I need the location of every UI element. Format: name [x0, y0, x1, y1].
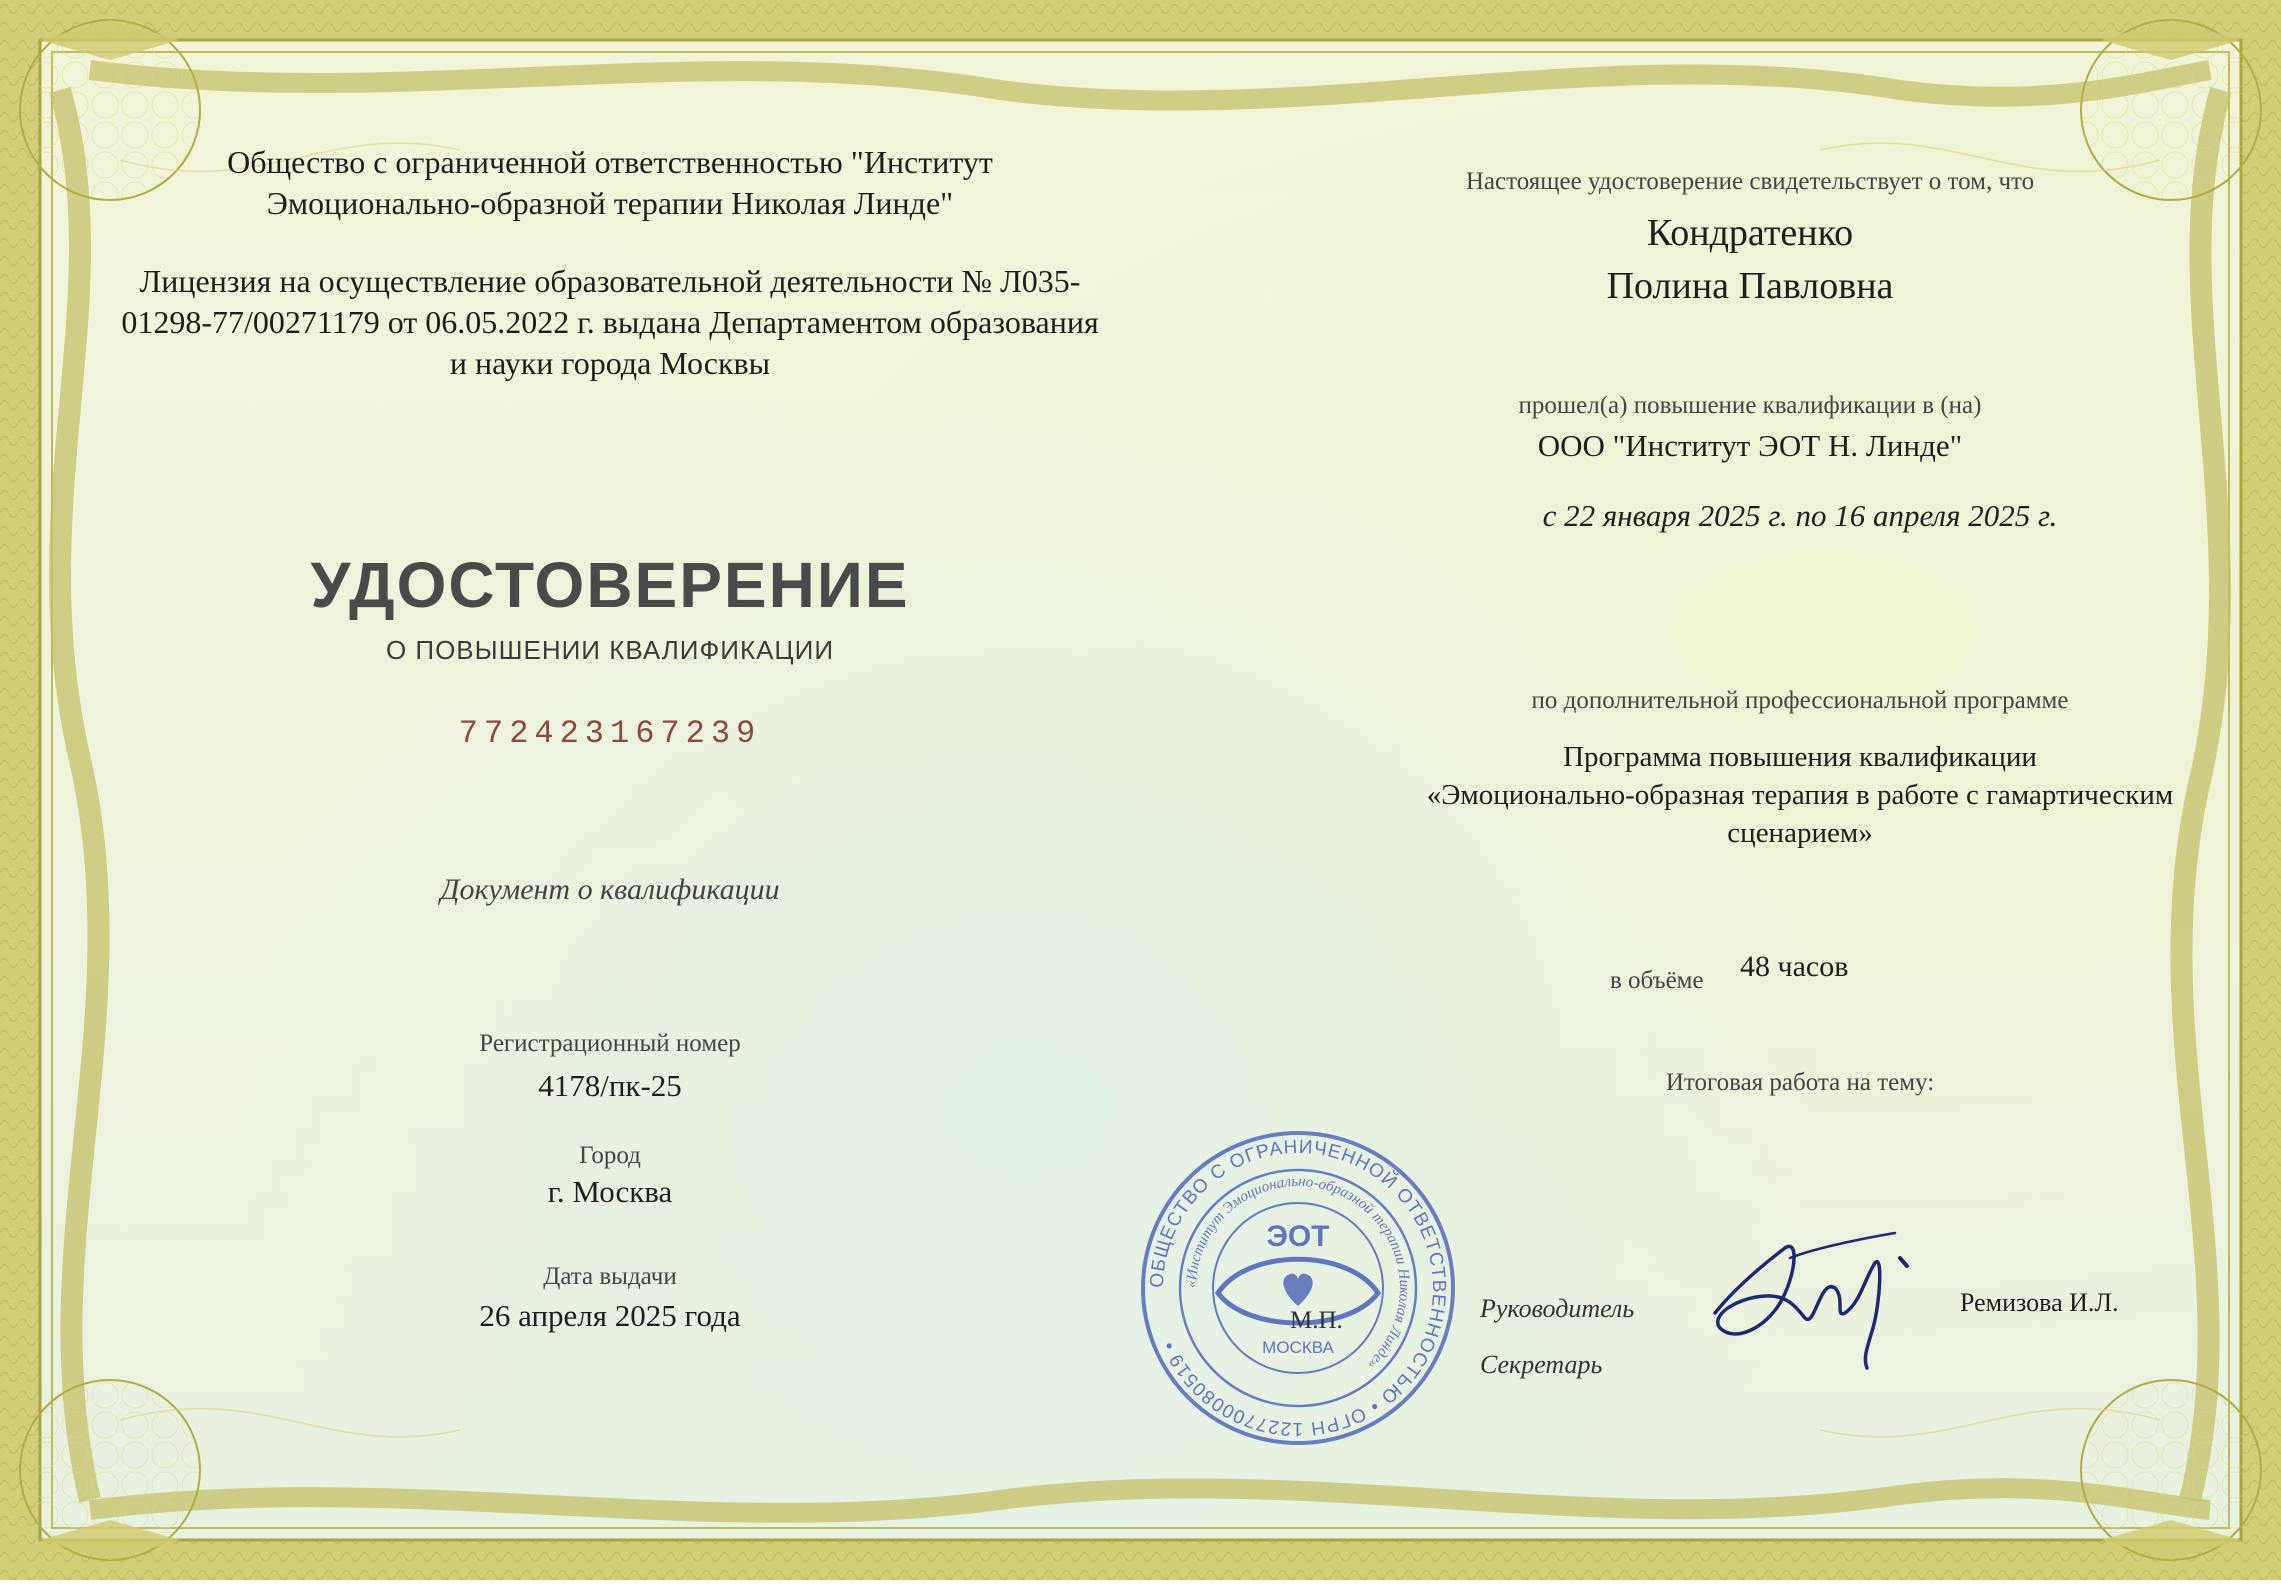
- scan-bottom-margin: [0, 1580, 2281, 1589]
- program-label: по дополнительной профессиональной программе: [1531, 687, 2069, 714]
- program-line: «Эмоционально-образная терапия в работе с гамартическим: [1426, 779, 2174, 811]
- program-line: Программа повышения квалификации: [1563, 741, 2037, 773]
- license-info: Лицензия на осуществление образовательной деятельности № Л035-01298-77/00271179 от 06.05.2022 г. выдана Департаментом образования и науки города Москвы: [121, 263, 1099, 381]
- head-role-label: Руководитель: [1480, 1294, 1635, 1323]
- city-label: Город: [579, 1142, 641, 1169]
- organization-seal: [1138, 1128, 1458, 1448]
- holder-given-names: Полина Павловна: [1606, 265, 1894, 307]
- volume-label: в объёме: [1610, 967, 1704, 994]
- holder-surname: Кондратенко: [1646, 212, 1854, 254]
- seal-inner-text: «Институт Эмоционально-образной терапии Николая Линде»: [1183, 1173, 1413, 1373]
- training-period: с 22 января 2025 г. по 16 апреля 2025 г.: [1542, 498, 2058, 533]
- document-subtitle: О ПОВЫШЕНИИ КВАЛИФИКАЦИИ: [385, 635, 835, 665]
- head-name: Ремизова И.Л.: [1960, 1288, 2119, 1317]
- registration-label: Регистрационный номер: [479, 1030, 741, 1057]
- seal-place-mark: М.П.: [1290, 1307, 1343, 1334]
- document-serial-number: 772423167239: [458, 715, 762, 752]
- program-line: сценарием»: [1727, 817, 1873, 849]
- final-work-label: Итоговая работа на тему:: [1665, 1069, 1935, 1096]
- volume-hours: 48 часов: [1740, 950, 1849, 983]
- attestation-intro: Настоящее удостоверение свидетельствует о том, что: [1465, 168, 2035, 195]
- seal-center-text: ЭОТ: [1266, 1220, 1330, 1253]
- issue-date-label: Дата выдачи: [543, 1263, 677, 1290]
- document-type: Документ о квалификации: [440, 873, 780, 906]
- organization-name: Общество с ограниченной ответственностью "Институт Эмоционально-образной терапии Николая Линде": [227, 144, 993, 221]
- heart-icon: [1283, 1274, 1312, 1306]
- registration-number: 4178/пк-25: [538, 1068, 682, 1103]
- secretary-role-label: Секретарь: [1480, 1350, 1603, 1379]
- document-title: УДОСТОВЕРЕНИЕ: [310, 549, 910, 621]
- head-signature: [1695, 1218, 1925, 1373]
- city-value: г. Москва: [547, 1174, 673, 1209]
- issue-date: 26 апреля 2025 года: [479, 1298, 741, 1333]
- seal-bottom-text: МОСКВА: [1262, 1338, 1334, 1357]
- passed-training-label: прошел(а) повышение квалификации в (на): [1518, 392, 1982, 419]
- program-name: [1250, 738, 2281, 852]
- institution-name: ООО "Институт ЭОТ Н. Линде": [1537, 428, 1963, 463]
- seal-outer-text: ОБЩЕСТВО С ОГРАНИЧЕННОЙ ОТВЕТСТВЕННОСТЬЮ • ОГРН 1227700080519 •: [1146, 1136, 1450, 1440]
- holder-name: [1350, 207, 2150, 313]
